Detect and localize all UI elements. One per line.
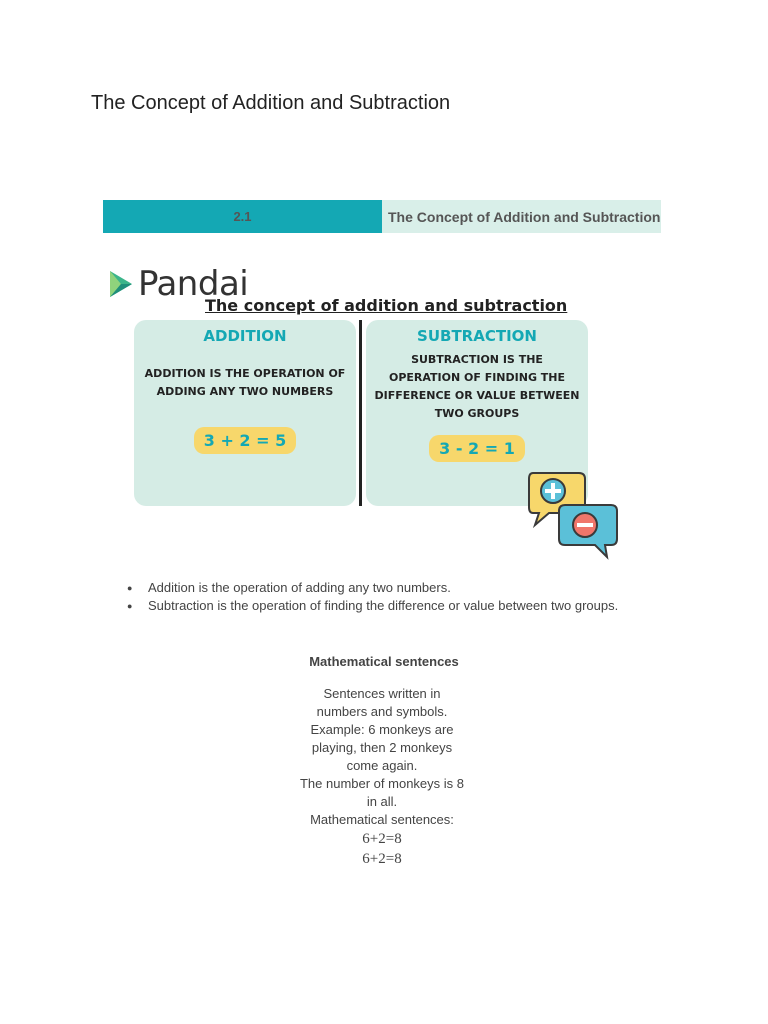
plus-minus-bubbles [527, 469, 619, 563]
logo-text: Pandai [138, 264, 249, 304]
infographic-heading: The concept of addition and subtraction [205, 296, 568, 315]
section-header-table [103, 200, 661, 233]
addition-panel [134, 320, 356, 506]
page-title: The Concept of Addition and Subtraction [91, 92, 451, 114]
minus-bubble-icon [559, 505, 617, 557]
math-sentences-heading: Mathematical sentences [309, 654, 459, 669]
addition-equation: 3 + 2 = 5 [194, 427, 297, 454]
text-line: come again. [346, 758, 418, 773]
addition-description: ADDITION IS THE OPERATION OF ADDING ANY TWO NUMBERS [144, 367, 346, 398]
text-line: in all. [366, 794, 398, 809]
section-number: 2.1 [103, 200, 382, 233]
text-line: The number of monkeys is 8 [299, 776, 465, 791]
subtraction-heading: SUBTRACTION [417, 327, 537, 345]
addition-heading: ADDITION [203, 327, 287, 345]
math-equation: 6+2=8 [362, 831, 402, 847]
text-line: Mathematical sentences: [310, 812, 454, 827]
subtraction-description: SUBTRACTION IS THE OPERATION OF FINDING THE DIFFERENCE OR VALUE BETWEEN TWO GROUPS [374, 353, 580, 420]
subtraction-equation: 3 - 2 = 1 [429, 435, 525, 462]
text-line: Sentences written in [323, 686, 441, 701]
concept-bullet-list [127, 579, 618, 615]
list-item: ● Subtraction is the operation of finding the difference or value between two groups. [127, 597, 618, 615]
text-line: playing, then 2 monkeys [311, 740, 453, 755]
math-equation: 6+2=8 [362, 851, 402, 867]
concept-infographic [103, 254, 623, 564]
math-sentences-body [284, 685, 480, 869]
list-item: ● Addition is the operation of adding any two numbers. [127, 579, 618, 597]
panel-divider [359, 320, 362, 506]
text-line: numbers and symbols. [316, 704, 448, 719]
pandai-leaf-icon [108, 269, 134, 299]
section-title: The Concept of Addition and Subtraction [382, 200, 661, 233]
text-line: Example: 6 monkeys are [310, 722, 454, 737]
